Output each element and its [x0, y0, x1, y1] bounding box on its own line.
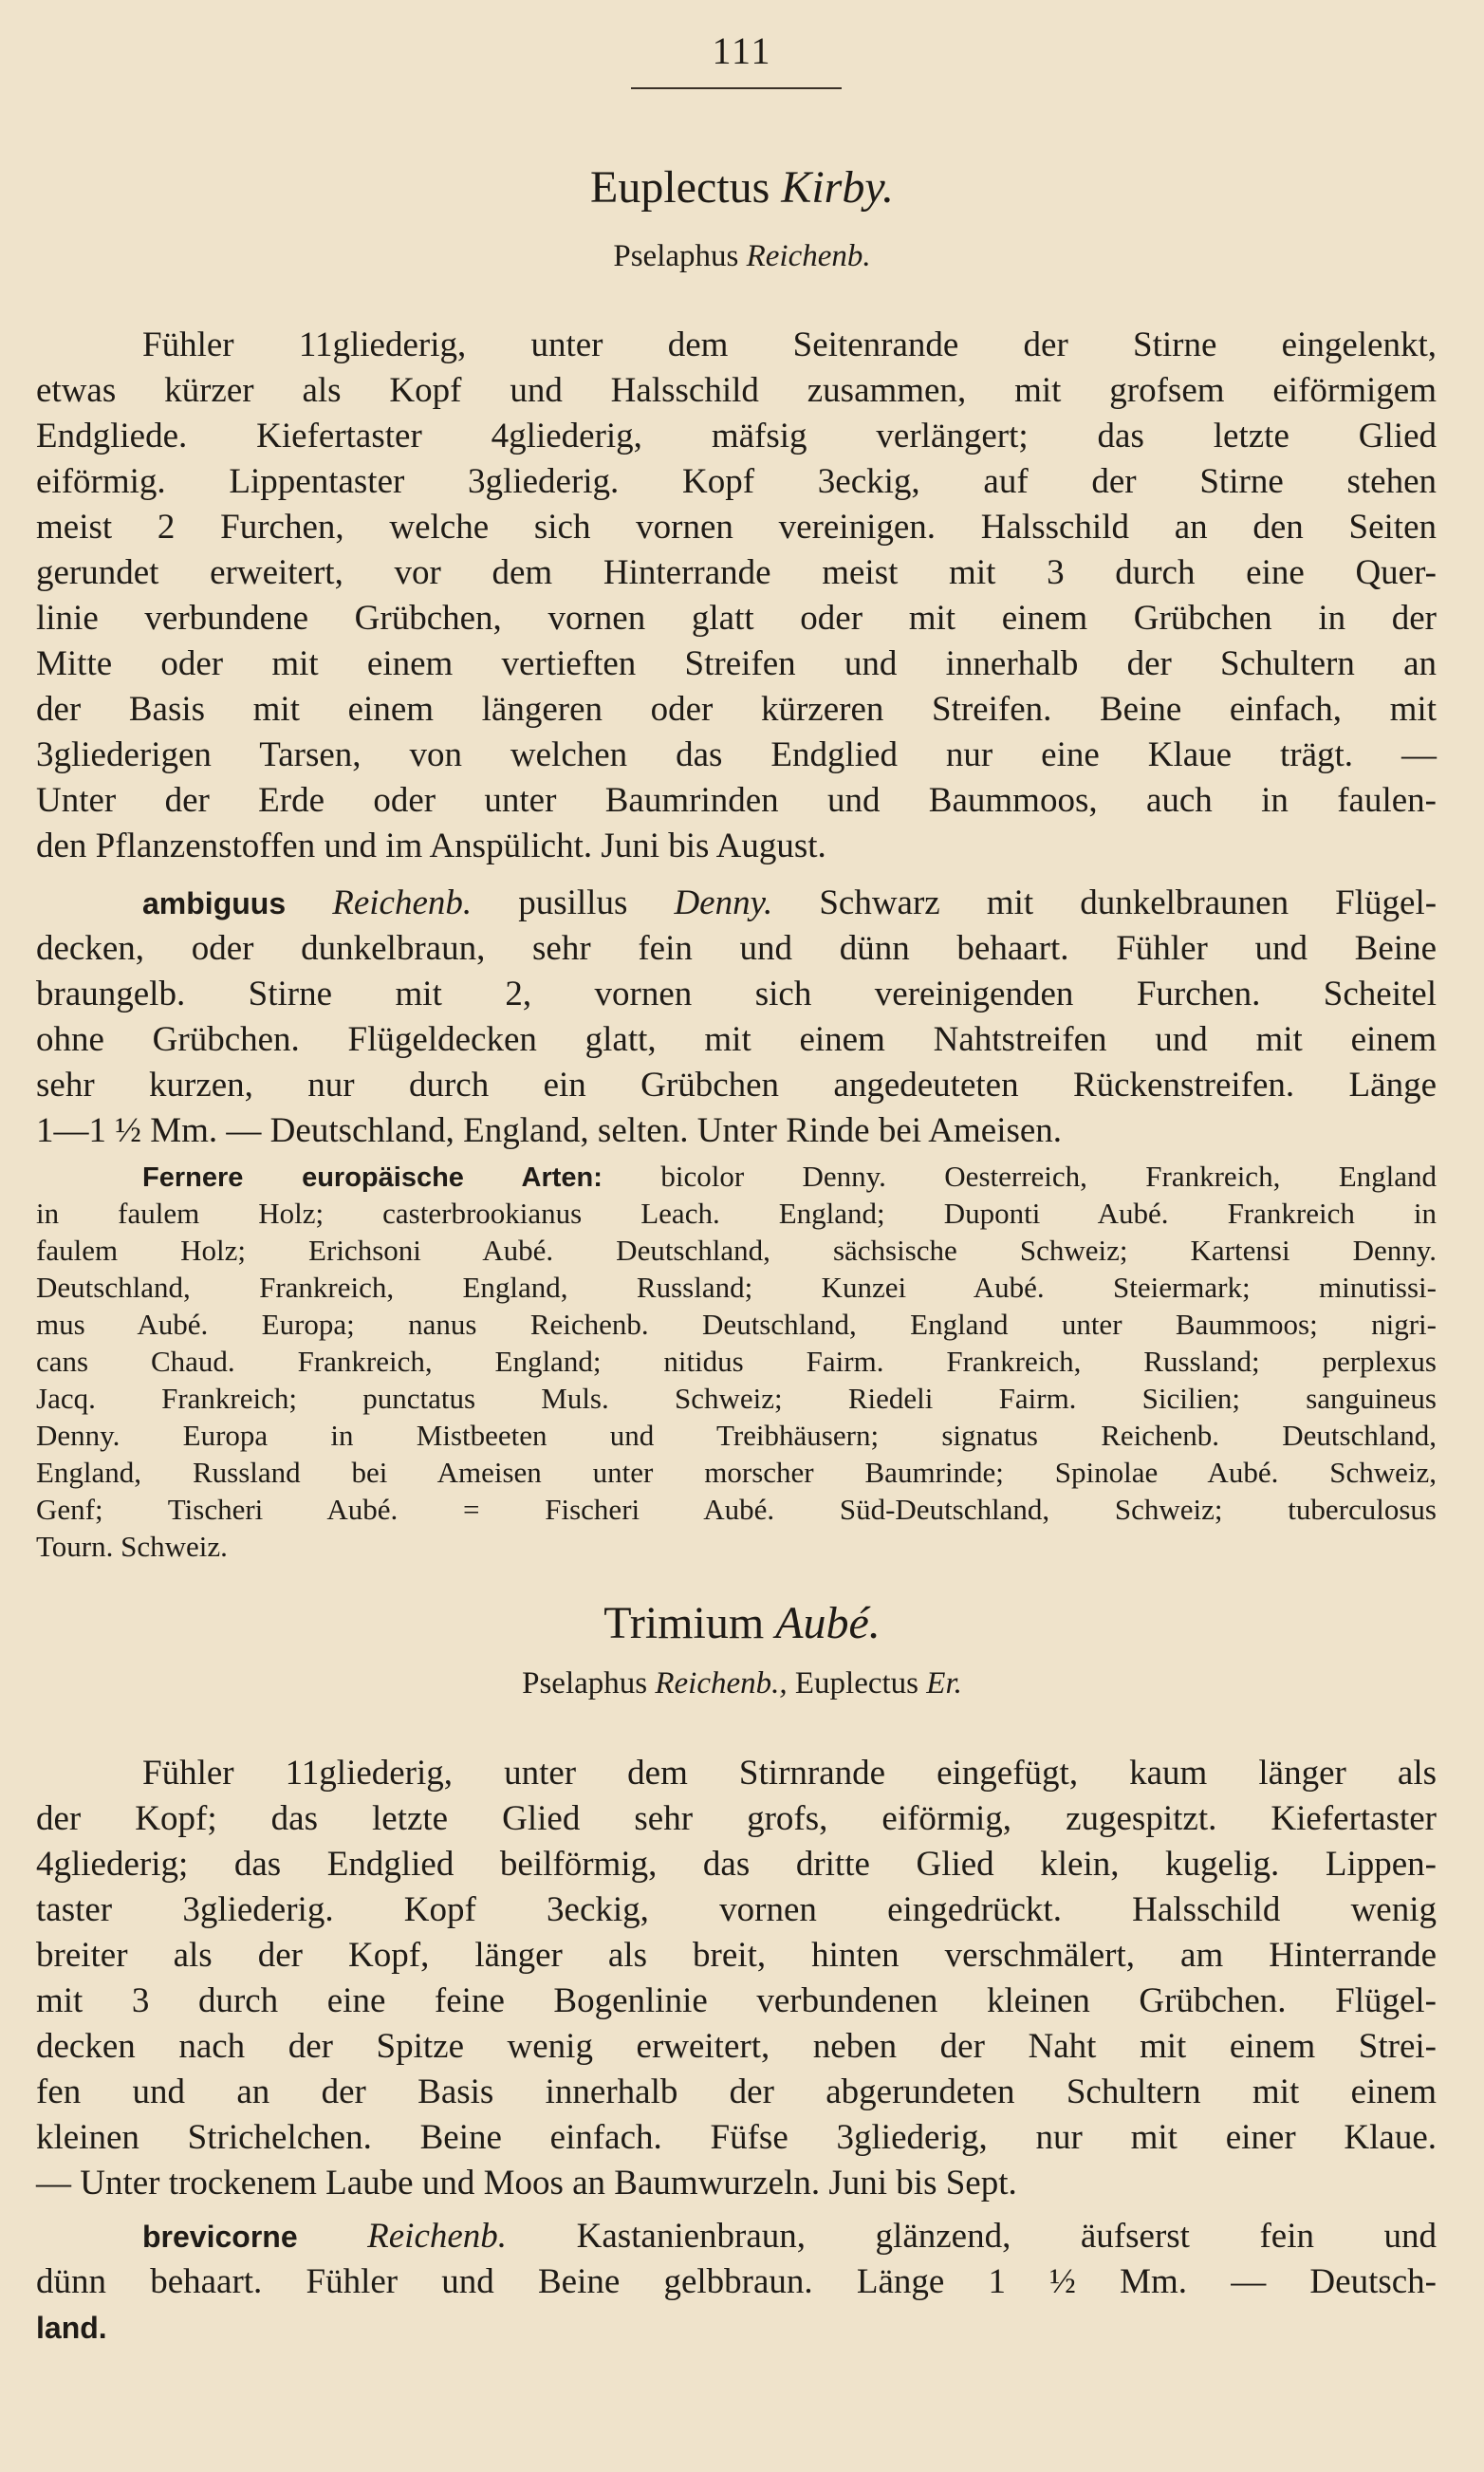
further-first-line [36, 1158, 1437, 1195]
text-line: Jacq. Frankreich; punctatus Muls. Schweiz; Riedeli Fairm. Sicilien; sanguineus [36, 1382, 1437, 1415]
text-line: gerundet erweitert, vor dem Hinterrande meist mit 3 durch eine Quer- [36, 553, 1437, 592]
synonym2-name: Euplectus [794, 1666, 919, 1701]
further-heading: Fernere europäische Arten: [142, 1162, 603, 1193]
text-line: — Unter trockenem Laube und Moos an Baumwurzeln. Juni bis Sept. [36, 2164, 1017, 2202]
further-species-paragraph [36, 1158, 1437, 1565]
text-line: der Kopf; das letzte Glied sehr grofs, eiförmig, zugespitzt. Kiefertaster [36, 1799, 1437, 1838]
further-text: bicolor Denny. Oesterreich, Frankreich, England [660, 1160, 1438, 1193]
text-line: etwas kürzer als Kopf und Halsschild zusammen, mit grofsem eiförmigem [36, 371, 1437, 410]
genus-name: Trimium [603, 1598, 765, 1648]
text-line: 1—1 ½ Mm. — Deutschland, England, selten. Unter Rinde bei Ameisen. [36, 1111, 1063, 1150]
text-line: faulem Holz; Erichsoni Aubé. Deutschland, sächsische Schweiz; Kartensi Denny. [36, 1234, 1437, 1267]
text-line: mit 3 durch eine feine Bogenlinie verbundenen kleinen Grübchen. Flügel- [36, 1981, 1437, 2020]
genus-name: Euplectus [590, 162, 770, 213]
species-first-line [36, 881, 1437, 926]
synonym-name: Pselaphus [522, 1666, 648, 1701]
species-last-line [36, 2305, 1437, 2351]
page-number: 111 [712, 29, 772, 72]
text-line: Deutschland, Frankreich, England, Russland; Kunzei Aubé. Steiermark; minutissi- [36, 1271, 1437, 1304]
text-line: Endgliede. Kiefertaster 4gliederig, mäfsig verlängert; das letzte Glied [36, 417, 1437, 455]
species-synonym: pusillus [518, 883, 628, 922]
text-line: fen und an der Basis innerhalb der abgerundeten Schultern mit einem [36, 2072, 1437, 2111]
text-line: den Pflanzenstoffen und im Anspülicht. Juni bis August. [36, 827, 826, 865]
genus-author: Aubé. [775, 1598, 881, 1648]
species-entry-brevicorne [36, 2214, 1437, 2351]
species-first-line [36, 2214, 1437, 2259]
text-line: mus Aubé. Europa; nanus Reichenb. Deutschland, England unter Baummoos; nigri- [36, 1308, 1437, 1341]
genus-synonym [0, 1666, 1484, 1701]
text-line: decken, oder dunkelbraun, sehr fein und dünn behaart. Fühler und Beine [36, 929, 1437, 968]
synonym-author: Reichenb., [655, 1666, 788, 1701]
species-author: Reichenb. [367, 2217, 508, 2256]
species-entry-ambiguus [36, 881, 1437, 1154]
synonym2-author: Er. [926, 1666, 962, 1701]
text-line: breiter als der Kopf, länger als breit, hinten verschmälert, am Hinterrande [36, 1936, 1437, 1975]
text-line: in faulem Holz; casterbrookianus Leach. England; Duponti Aubé. Frankreich in [36, 1197, 1437, 1230]
text-line: linie verbundene Grübchen, vornen glatt oder mit einem Grübchen in der [36, 599, 1437, 638]
text-line: ohne Grübchen. Flügeldecken glatt, mit einem Nahtstreifen und mit einem [36, 1020, 1437, 1059]
header-rule [631, 87, 842, 89]
text-line: dünn behaart. Fühler und Beine gelbbraun. Länge 1 ½ Mm. — Deutsch- [36, 2262, 1437, 2301]
genus-description [36, 323, 1437, 869]
genus-author: Kirby. [781, 162, 894, 213]
text-line: Denny. Europa in Mistbeeten und Treibhäusern; signatus Reichenb. Deutschland, [36, 1419, 1437, 1452]
text-line: eiförmig. Lippentaster 3gliederig. Kopf 3eckig, auf der Stirne stehen [36, 462, 1437, 501]
text-line: cans Chaud. Frankreich, England; nitidus Fairm. Frankreich, Russland; perplexus [36, 1345, 1437, 1378]
text-line: Fühler 11gliederig, unter dem Seitenrande der Stirne eingelenkt, [142, 325, 1437, 364]
text-line: kleinen Strichelchen. Beine einfach. Füfse 3gliederig, nur mit einer Klaue. [36, 2118, 1437, 2157]
text-line: Mitte oder mit einem vertieften Streifen und innerhalb der Schultern an [36, 644, 1437, 683]
text-line: braungelb. Stirne mit 2, vornen sich vereinigenden Furchen. Scheitel [36, 975, 1437, 1013]
species-author: Reichenb. [332, 883, 473, 922]
species-text: Schwarz mit dunkelbraunen Flügel- [819, 883, 1438, 922]
species-last-word: land. [36, 2311, 107, 2345]
text-line: England, Russland bei Ameisen unter morscher Baumrinde; Spinolae Aubé. Schweiz, [36, 1456, 1437, 1489]
text-line: Unter der Erde oder unter Baumrinden und Baummoos, auch in faulen- [36, 781, 1437, 820]
text-line: Genf; Tischeri Aubé. = Fischeri Aubé. Süd-Deutschland, Schweiz; tuberculosus [36, 1493, 1437, 1526]
genus-synonym [0, 239, 1484, 274]
text-line: der Basis mit einem längeren oder kürzeren Streifen. Beine einfach, mit [36, 690, 1437, 729]
text-line: taster 3gliederig. Kopf 3eckig, vornen eingedrückt. Halsschild wenig [36, 1890, 1437, 1929]
species-name: ambiguus [142, 886, 287, 920]
text-line: decken nach der Spitze wenig erweitert, neben der Naht mit einem Strei- [36, 2027, 1437, 2066]
species-name: brevicorne [142, 2220, 298, 2254]
species-text: Kastanienbraun, glänzend, äufserst fein und [576, 2217, 1438, 2256]
synonym-author: Reichenb. [746, 239, 871, 273]
genus-heading-trimium [0, 1597, 1484, 1649]
text-line: Fühler 11gliederig, unter dem Stirnrande eingefügt, kaum länger als [142, 1754, 1437, 1793]
text-line: meist 2 Furchen, welche sich vornen vereinigen. Halsschild an den Seiten [36, 508, 1437, 547]
genus-description [36, 1751, 1437, 2206]
synonym-name: Pselaphus [613, 239, 739, 273]
text-line: sehr kurzen, nur durch ein Grübchen angedeuteten Rückenstreifen. Länge [36, 1066, 1437, 1105]
text-line: Tourn. Schweiz. [36, 1530, 228, 1563]
text-line: 3gliederigen Tarsen, von welchen das Endglied nur eine Klaue trägt. — [36, 735, 1437, 774]
species-synonym-author: Denny. [674, 883, 773, 922]
genus-heading-euplectus [0, 161, 1484, 214]
text-line: 4gliederig; das Endglied beilförmig, das dritte Glied klein, kugelig. Lippen- [36, 1845, 1437, 1884]
